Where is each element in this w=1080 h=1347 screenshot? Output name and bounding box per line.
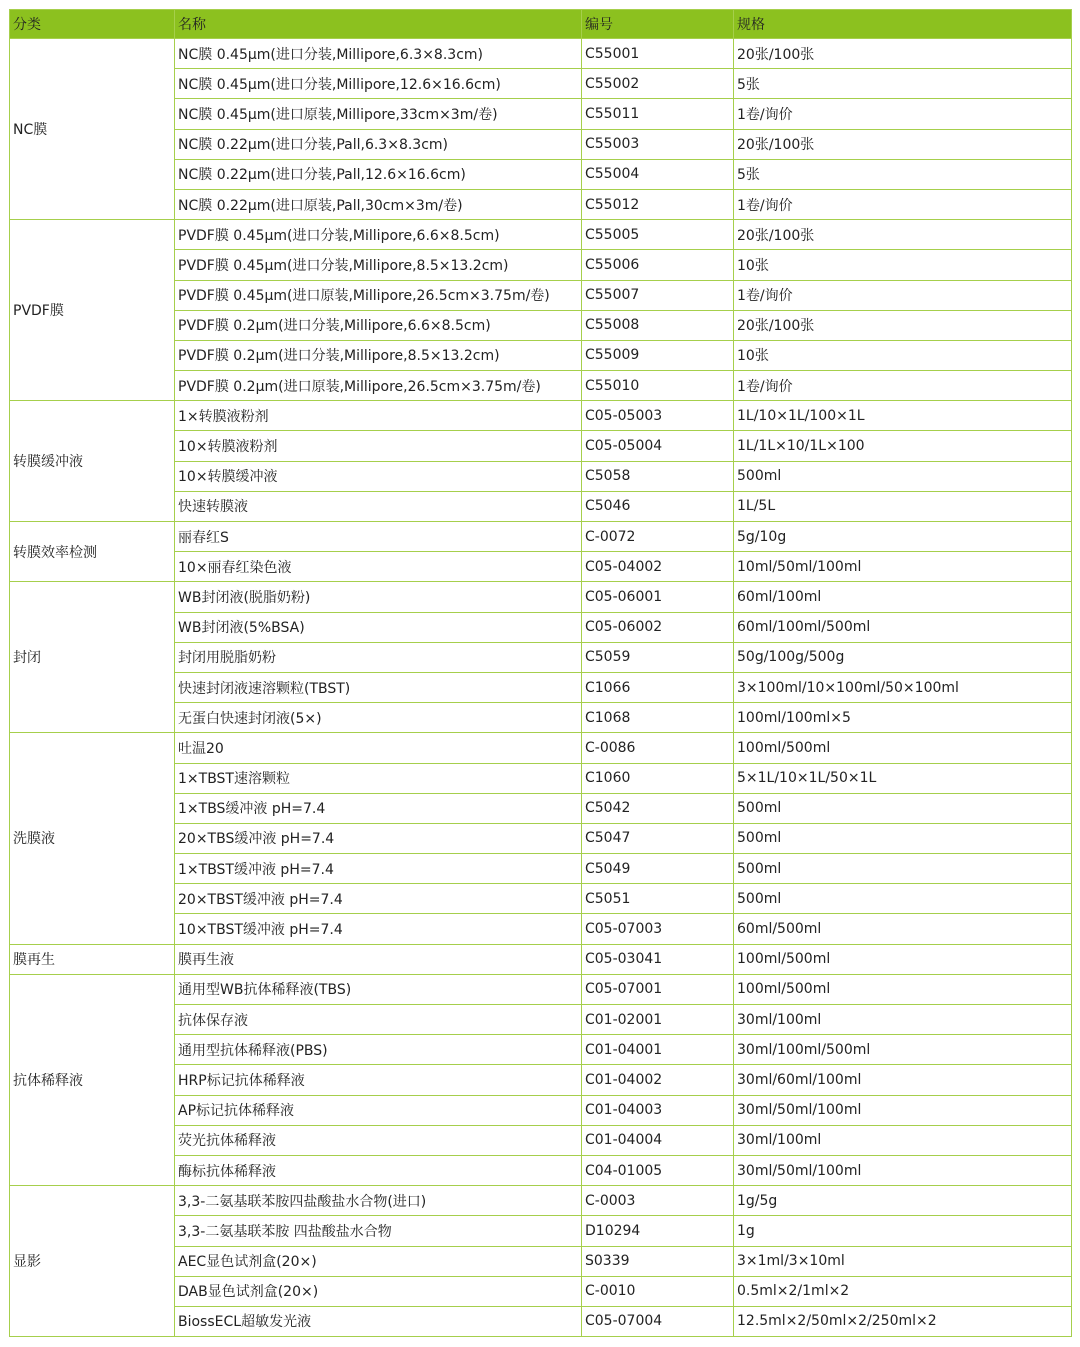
product-name: NC膜 0.45μm(进口分装,Millipore,6.3×8.3cm) — [175, 39, 582, 69]
product-spec: 10张 — [734, 250, 1072, 280]
table-row — [10, 39, 1072, 69]
product-code: C5058 — [582, 461, 734, 491]
product-name: 3,3-二氨基联苯胺 四盐酸盐水合物 — [175, 1216, 582, 1246]
product-code: C5047 — [582, 823, 734, 853]
product-spec: 1g — [734, 1216, 1072, 1246]
product-name: AP标记抗体稀释液 — [175, 1095, 582, 1125]
product-spec: 20张/100张 — [734, 129, 1072, 159]
product-code: C5042 — [582, 793, 734, 823]
header-category: 分类 — [10, 10, 175, 39]
product-name: 通用型WB抗体稀释液(TBS) — [175, 974, 582, 1004]
category-cell: 显影 — [10, 1186, 175, 1337]
product-name: NC膜 0.45μm(进口分装,Millipore,12.6×16.6cm) — [175, 69, 582, 99]
product-spec: 10ml/50ml/100ml — [734, 552, 1072, 582]
table-row — [10, 974, 1072, 1004]
product-code: C5051 — [582, 884, 734, 914]
product-name: 20×TBST缓冲液 pH=7.4 — [175, 884, 582, 914]
product-code: C01-02001 — [582, 1005, 734, 1035]
product-code: C-0086 — [582, 733, 734, 763]
product-code: C55008 — [582, 310, 734, 340]
product-name: 膜再生液 — [175, 944, 582, 974]
product-name: 1×TBST速溶颗粒 — [175, 763, 582, 793]
product-spec: 500ml — [734, 461, 1072, 491]
product-name: 3,3-二氨基联苯胺四盐酸盐水合物(进口) — [175, 1186, 582, 1216]
product-name: NC膜 0.22μm(进口原装,Pall,30cm×3m/卷) — [175, 189, 582, 219]
product-code: C55004 — [582, 159, 734, 189]
product-code: D10294 — [582, 1216, 734, 1246]
product-name: 10×转膜液粉剂 — [175, 431, 582, 461]
product-spec: 100ml/500ml — [734, 944, 1072, 974]
product-name: 通用型抗体稀释液(PBS) — [175, 1035, 582, 1065]
product-spec: 10张 — [734, 340, 1072, 370]
product-code: S0339 — [582, 1246, 734, 1276]
product-code: C05-04002 — [582, 552, 734, 582]
product-spec: 500ml — [734, 854, 1072, 884]
product-spec: 60ml/100ml/500ml — [734, 612, 1072, 642]
product-code: C55001 — [582, 39, 734, 69]
product-spec: 1g/5g — [734, 1186, 1072, 1216]
product-spec: 20张/100张 — [734, 310, 1072, 340]
product-spec: 30ml/60ml/100ml — [734, 1065, 1072, 1095]
product-name: PVDF膜 0.2μm(进口分装,Millipore,6.6×8.5cm) — [175, 310, 582, 340]
product-name: WB封闭液(5%BSA) — [175, 612, 582, 642]
product-spec: 30ml/100ml/500ml — [734, 1035, 1072, 1065]
product-spec: 5张 — [734, 69, 1072, 99]
product-name: 荧光抗体稀释液 — [175, 1125, 582, 1155]
product-code: C55009 — [582, 340, 734, 370]
category-cell: NC膜 — [10, 39, 175, 220]
category-cell: 封闭 — [10, 582, 175, 733]
product-name: PVDF膜 0.45μm(进口原装,Millipore,26.5cm×3.75m/卷) — [175, 280, 582, 310]
table-row — [10, 1186, 1072, 1216]
category-cell: 转膜缓冲液 — [10, 401, 175, 522]
product-spec: 1卷/询价 — [734, 280, 1072, 310]
product-code: C05-07001 — [582, 974, 734, 1004]
table-row — [10, 401, 1072, 431]
product-name: 封闭用脱脂奶粉 — [175, 642, 582, 672]
product-code: C55012 — [582, 189, 734, 219]
product-name: 吐温20 — [175, 733, 582, 763]
product-spec: 100ml/500ml — [734, 974, 1072, 1004]
product-name: 1×TBS缓冲液 pH=7.4 — [175, 793, 582, 823]
category-cell: 转膜效率检测 — [10, 522, 175, 582]
product-code: C05-06002 — [582, 612, 734, 642]
product-code: C55006 — [582, 250, 734, 280]
product-code: C-0010 — [582, 1276, 734, 1306]
table-row — [10, 220, 1072, 250]
product-table — [9, 9, 1072, 1337]
product-code: C05-07004 — [582, 1306, 734, 1336]
product-spec: 12.5ml×2/50ml×2/250ml×2 — [734, 1306, 1072, 1336]
product-spec: 1卷/询价 — [734, 371, 1072, 401]
product-spec: 50g/100g/500g — [734, 642, 1072, 672]
product-spec: 3×1ml/3×10ml — [734, 1246, 1072, 1276]
product-name: DAB显色试剂盒(20×) — [175, 1276, 582, 1306]
product-name: HRP标记抗体稀释液 — [175, 1065, 582, 1095]
product-spec: 100ml/100ml×5 — [734, 703, 1072, 733]
category-cell: 膜再生 — [10, 944, 175, 974]
product-spec: 500ml — [734, 793, 1072, 823]
product-code: C55003 — [582, 129, 734, 159]
product-name: 10×丽春红染色液 — [175, 552, 582, 582]
product-name: PVDF膜 0.45μm(进口分装,Millipore,8.5×13.2cm) — [175, 250, 582, 280]
product-spec: 100ml/500ml — [734, 733, 1072, 763]
product-spec: 1L/10×1L/100×1L — [734, 401, 1072, 431]
product-code: C05-07003 — [582, 914, 734, 944]
header-spec: 规格 — [734, 10, 1072, 39]
product-name: 无蛋白快速封闭液(5×) — [175, 703, 582, 733]
product-spec: 1卷/询价 — [734, 99, 1072, 129]
product-name: PVDF膜 0.2μm(进口分装,Millipore,8.5×13.2cm) — [175, 340, 582, 370]
product-spec: 30ml/100ml — [734, 1005, 1072, 1035]
product-spec: 0.5ml×2/1ml×2 — [734, 1276, 1072, 1306]
product-spec: 20张/100张 — [734, 220, 1072, 250]
product-code: C55007 — [582, 280, 734, 310]
table-row — [10, 944, 1072, 974]
product-spec: 30ml/50ml/100ml — [734, 1095, 1072, 1125]
product-name: 快速封闭液速溶颗粒(TBST) — [175, 672, 582, 702]
header-row — [10, 10, 1072, 39]
product-code: C1066 — [582, 672, 734, 702]
product-code: C55010 — [582, 371, 734, 401]
product-name: WB封闭液(脱脂奶粉) — [175, 582, 582, 612]
product-code: C55005 — [582, 220, 734, 250]
product-code: C01-04002 — [582, 1065, 734, 1095]
product-spec: 500ml — [734, 884, 1072, 914]
table-row — [10, 733, 1072, 763]
product-spec: 5g/10g — [734, 522, 1072, 552]
product-name: 快速转膜液 — [175, 491, 582, 521]
product-name: PVDF膜 0.45μm(进口分装,Millipore,6.6×8.5cm) — [175, 220, 582, 250]
table-row — [10, 522, 1072, 552]
category-cell: 洗膜液 — [10, 733, 175, 944]
product-name: AEC显色试剂盒(20×) — [175, 1246, 582, 1276]
product-name: 20×TBS缓冲液 pH=7.4 — [175, 823, 582, 853]
product-name: 1×转膜液粉剂 — [175, 401, 582, 431]
product-name: NC膜 0.22μm(进口分装,Pall,12.6×16.6cm) — [175, 159, 582, 189]
product-code: C55002 — [582, 69, 734, 99]
product-name: PVDF膜 0.2μm(进口原装,Millipore,26.5cm×3.75m/卷) — [175, 371, 582, 401]
product-spec: 1L/5L — [734, 491, 1072, 521]
product-code: C-0072 — [582, 522, 734, 552]
product-name: 抗体保存液 — [175, 1005, 582, 1035]
product-spec: 5张 — [734, 159, 1072, 189]
product-spec: 30ml/100ml — [734, 1125, 1072, 1155]
product-spec: 1L/1L×10/1L×100 — [734, 431, 1072, 461]
product-code: C05-05004 — [582, 431, 734, 461]
product-code: C05-06001 — [582, 582, 734, 612]
category-cell: 抗体稀释液 — [10, 974, 175, 1185]
product-name: 丽春红S — [175, 522, 582, 552]
product-spec: 20张/100张 — [734, 39, 1072, 69]
product-code: C5059 — [582, 642, 734, 672]
product-code: C01-04004 — [582, 1125, 734, 1155]
product-code: C55011 — [582, 99, 734, 129]
product-code: C05-05003 — [582, 401, 734, 431]
product-spec: 3×100ml/10×100ml/50×100ml — [734, 672, 1072, 702]
product-code: C5046 — [582, 491, 734, 521]
product-spec: 500ml — [734, 823, 1072, 853]
product-name: 10×转膜缓冲液 — [175, 461, 582, 491]
product-spec: 5×1L/10×1L/50×1L — [734, 763, 1072, 793]
product-name: 10×TBST缓冲液 pH=7.4 — [175, 914, 582, 944]
product-spec: 30ml/50ml/100ml — [734, 1155, 1072, 1185]
product-code: C01-04003 — [582, 1095, 734, 1125]
product-code: C-0003 — [582, 1186, 734, 1216]
product-name: NC膜 0.45μm(进口原装,Millipore,33cm×3m/卷) — [175, 99, 582, 129]
product-code: C1068 — [582, 703, 734, 733]
header-code: 编号 — [582, 10, 734, 39]
product-code: C5049 — [582, 854, 734, 884]
category-cell: PVDF膜 — [10, 220, 175, 401]
table-row — [10, 582, 1072, 612]
product-name: BiossECL超敏发光液 — [175, 1306, 582, 1336]
product-code: C05-03041 — [582, 944, 734, 974]
product-spec: 1卷/询价 — [734, 189, 1072, 219]
product-code: C01-04001 — [582, 1035, 734, 1065]
header-name: 名称 — [175, 10, 582, 39]
product-name: 1×TBST缓冲液 pH=7.4 — [175, 854, 582, 884]
product-code: C1060 — [582, 763, 734, 793]
product-spec: 60ml/500ml — [734, 914, 1072, 944]
product-name: NC膜 0.22μm(进口分装,Pall,6.3×8.3cm) — [175, 129, 582, 159]
product-spec: 60ml/100ml — [734, 582, 1072, 612]
product-code: C04-01005 — [582, 1155, 734, 1185]
product-name: 酶标抗体稀释液 — [175, 1155, 582, 1185]
